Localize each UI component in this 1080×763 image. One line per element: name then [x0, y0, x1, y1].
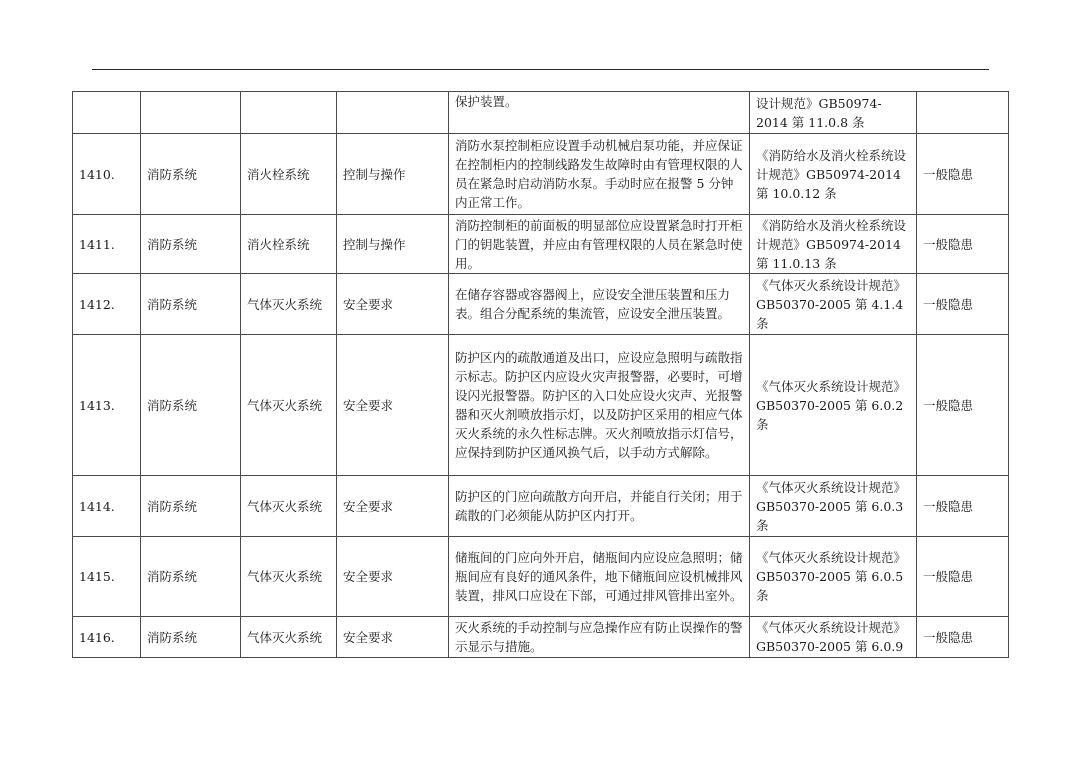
row-subsystem: 消火栓系统	[241, 134, 337, 215]
row-description: 消防控制柜的前面板的明显部位应设置紧急时打开柜门的钥匙装置，并应由有管理权限的人员在紧急时使用。	[449, 215, 750, 274]
row-item: 控制与操作	[337, 215, 449, 274]
row-standard: 设计规范》GB50974-2014 第 11.0.8 条	[750, 92, 917, 134]
row-standard: 《气体灭火系统设计规范》GB50370-2005 第 6.0.3 条	[750, 476, 917, 537]
row-system: 消防系统	[141, 134, 241, 215]
row-item: 安全要求	[337, 335, 449, 476]
row-system: 消防系统	[141, 335, 241, 476]
row-system: 消防系统	[141, 274, 241, 335]
row-standard: 《气体灭火系统设计规范》GB50370-2005 第 6.0.2 条	[750, 335, 917, 476]
row-system: 消防系统	[141, 215, 241, 274]
row-id: 1415.	[73, 537, 141, 617]
row-description: 灭火系统的手动控制与应急操作应有防止误操作的警示显示与措施。	[449, 617, 750, 658]
row-subsystem: 气体灭火系统	[241, 476, 337, 537]
table-row	[73, 476, 1009, 537]
row-level: 一般隐患	[917, 617, 1009, 658]
row-standard: 《气体灭火系统设计规范》GB50370-2005 第 4.1.4 条	[750, 274, 917, 335]
table-row	[73, 335, 1009, 476]
row-subsystem: 气体灭火系统	[241, 617, 337, 658]
table-row	[73, 274, 1009, 335]
row-system: 消防系统	[141, 617, 241, 658]
row-system	[141, 92, 241, 134]
row-standard: 《消防给水及消火栓系统设计规范》GB50974-2014 第 11.0.13 条	[750, 215, 917, 274]
row-standard: 《气体灭火系统设计规范》GB50370-2005 第 6.0.5 条	[750, 537, 917, 617]
row-id: 1416.	[73, 617, 141, 658]
row-item	[337, 92, 449, 134]
row-id: 1412.	[73, 274, 141, 335]
row-subsystem: 消火栓系统	[241, 215, 337, 274]
table-row	[73, 92, 1009, 134]
table-row	[73, 537, 1009, 617]
row-item: 安全要求	[337, 617, 449, 658]
row-level: 一般隐患	[917, 476, 1009, 537]
row-level: 一般隐患	[917, 537, 1009, 617]
row-subsystem	[241, 92, 337, 134]
row-id: 1414.	[73, 476, 141, 537]
row-subsystem: 气体灭火系统	[241, 335, 337, 476]
header-rule	[92, 69, 989, 70]
table-row	[73, 617, 1009, 658]
row-level: 一般隐患	[917, 335, 1009, 476]
row-subsystem: 气体灭火系统	[241, 274, 337, 335]
row-item: 安全要求	[337, 537, 449, 617]
row-subsystem: 气体灭火系统	[241, 537, 337, 617]
row-level: 一般隐患	[917, 274, 1009, 335]
row-id: 1410.	[73, 134, 141, 215]
row-system: 消防系统	[141, 476, 241, 537]
row-description: 防护区内的疏散通道及出口，应设应急照明与疏散指示标志。防护区内应设火灾声报警器，必要时，可增设闪光报警器。防护区的入口处应设火灾声、光报警器和灭火剂喷放指示灯，以及防护区采用的相应气体灭火系统的永久性标志牌。灭火剂喷放指示灯信号，应保持到防护区通风换气后，以手动方式解除。	[449, 335, 750, 476]
row-id: 1413.	[73, 335, 141, 476]
row-item: 安全要求	[337, 274, 449, 335]
row-level: 一般隐患	[917, 134, 1009, 215]
row-system: 消防系统	[141, 537, 241, 617]
row-description: 消防水泵控制柜应设置手动机械启泵功能，并应保证在控制柜内的控制线路发生故障时由有管理权限的人员在紧急时启动消防水泵。手动时应在报警 5 分钟内正常工作。	[449, 134, 750, 215]
row-level	[917, 92, 1009, 134]
row-description: 在储存容器或容器阀上，应设安全泄压装置和压力表。组合分配系统的集流管，应设安全泄压装置。	[449, 274, 750, 335]
row-level: 一般隐患	[917, 215, 1009, 274]
table-row	[73, 134, 1009, 215]
row-item: 安全要求	[337, 476, 449, 537]
row-item: 控制与操作	[337, 134, 449, 215]
row-standard: 《消防给水及消火栓系统设计规范》GB50974-2014 第 10.0.12 条	[750, 134, 917, 215]
table-row	[73, 215, 1009, 274]
row-standard: 《气体灭火系统设计规范》GB50370-2005 第 6.0.9	[750, 617, 917, 658]
hazard-table	[72, 91, 1009, 658]
row-id	[73, 92, 141, 134]
row-description: 储瓶间的门应向外开启，储瓶间内应设应急照明；储瓶间应有良好的通风条件，地下储瓶间应设机械排风装置，排风口应设在下部，可通过排风管排出室外。	[449, 537, 750, 617]
row-id: 1411.	[73, 215, 141, 274]
row-description: 防护区的门应向疏散方向开启，并能自行关闭；用于疏散的门必须能从防护区内打开。	[449, 476, 750, 537]
row-description: 保护装置。	[449, 92, 750, 134]
